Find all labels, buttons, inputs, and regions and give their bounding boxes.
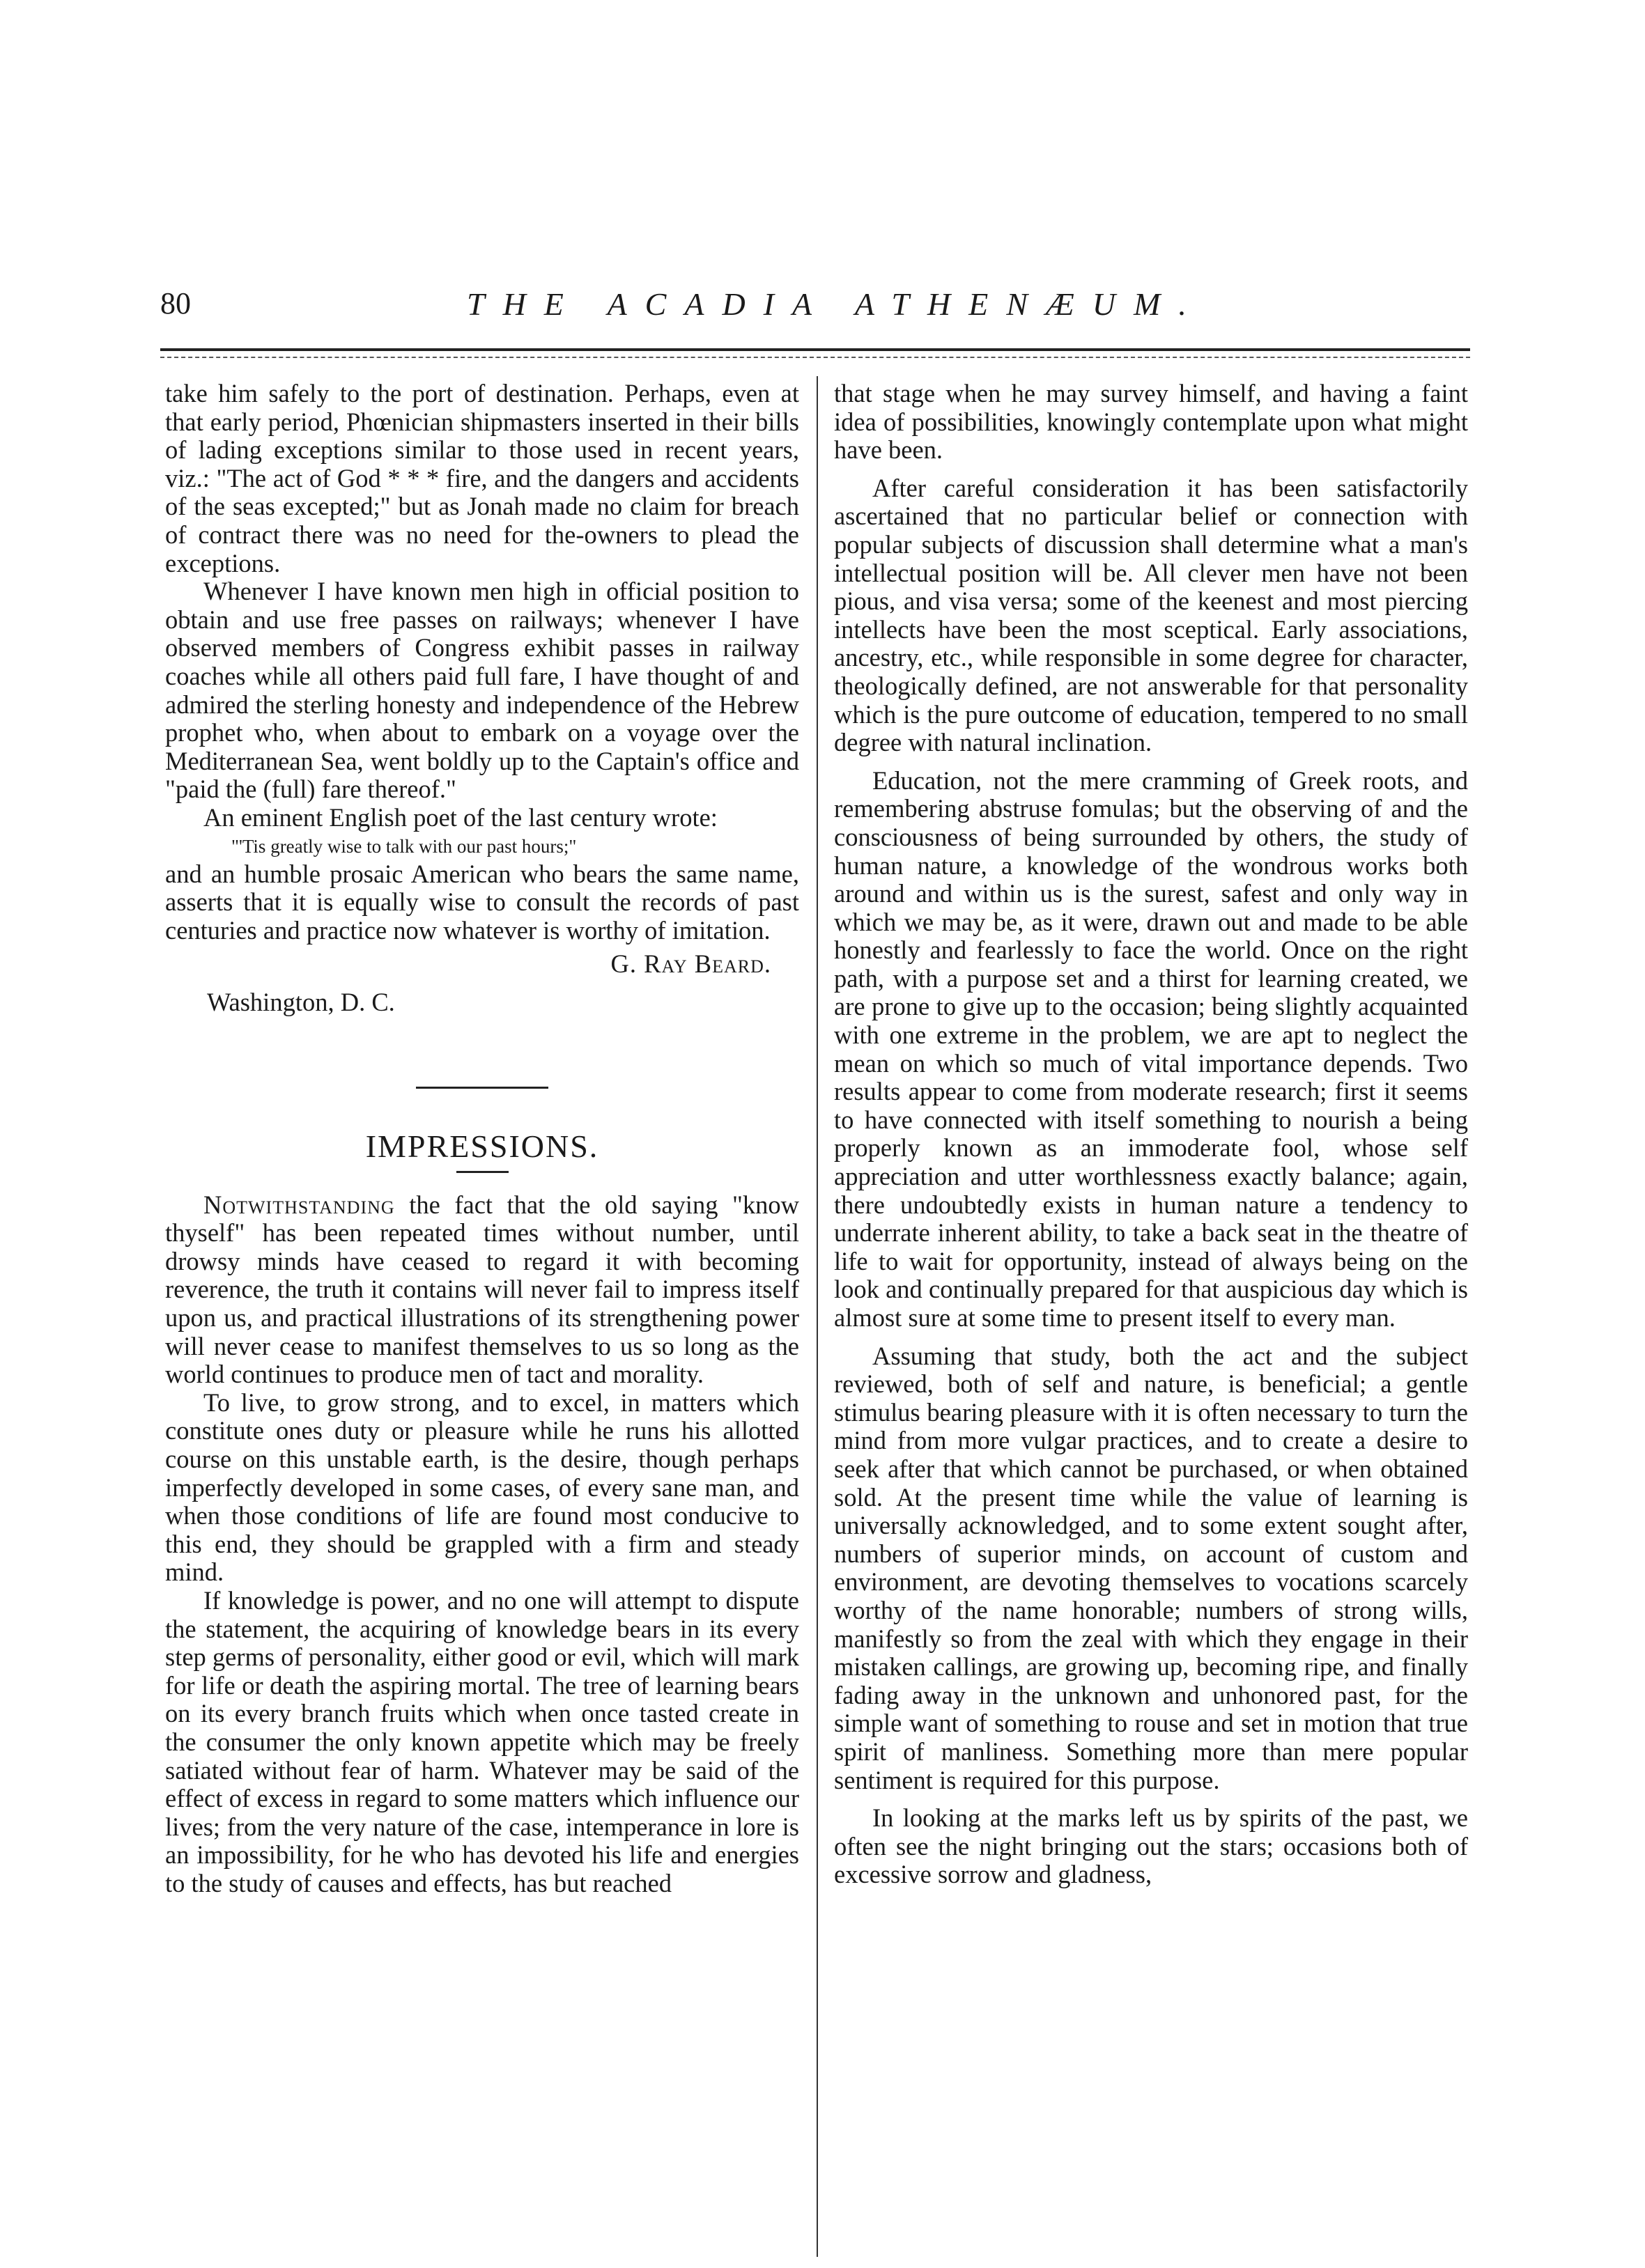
quoted-verse: "'Tis greatly wise to talk with our past hours;" xyxy=(231,835,577,857)
running-title: THE ACADIA ATHENÆUM. xyxy=(467,286,1205,322)
header-rule xyxy=(160,348,1470,351)
section-divider xyxy=(165,1071,799,1099)
lead-word: Notwithstanding xyxy=(203,1190,395,1219)
page-number: 80 xyxy=(160,286,191,320)
header-rule-dashed xyxy=(160,357,1470,358)
paragraph xyxy=(165,1191,799,1389)
paragraph-text: the fact that the old saying "know thyself" has been repeated times without number, until drowsy minds have ceased to regard it with becoming reverence, the truth it contains will never fail to impress itself upon us, and practical illustrations of its strengthening power will never cease to manifest themselves to us so long as the world continues to produce men of tact and morality. xyxy=(165,1190,799,1389)
paragraph: In looking at the marks left us by spirits of the past, we often see the night bringing out the stars; occasions both of excessive sorrow and gladness, xyxy=(834,1803,1468,1889)
paragraph: and an humble prosaic American who bears the same name, asserts that it is equally wise to consult the records of past centuries and practice now whatever is worthy of imitation. xyxy=(165,859,799,945)
paragraph: Whenever I have known men high in official position to obtain and use free passes on railways; whenever I have observed members of Congress exhibit passes in railway coaches while all others paid full fare, I have thought of and admired the sterling honesty and independence of the Hebrew prophet who, when about to embark on a voyage over the Mediterranean Sea, went boldly up to the Captain's office and "paid the (full) fare thereof." xyxy=(165,577,799,804)
paragraph: take him safely to the port of destination. Perhaps, even at that early period, Phœnician shipmasters inserted in their bills of lading exceptions similar to those used in recent years, viz.: "The act of God * * * fire, and the dangers and accidents of the seas excepted;" but as Jonah made no claim for breach of contract there was no need for the-owners to plead the exceptions. xyxy=(165,379,799,577)
right-column xyxy=(834,380,1468,1889)
paragraph: Education, not the mere cramming of Greek roots, and remembering abstruse fomulas; but the observing of and the consciousness of being surrounded by others, the study of human nature, a knowledge of the wondrous works both around and within us is the surest, safest and only way in which we may be, as it were, drawn out and made to be able honestly and fearlessly to face the world. Once on the right path, with a purpose set and a thirst for learning created, we are prone to give up to the occasion; being slightly acquainted with one extreme in the problem, we are apt to neglect the mean on which so much of vital importance depends. Two results appear to come from moderate research; first it seems to have connected with itself something to nourish a being properly known as an immoderate fool, whose self appreciation and utter worthlessness exactly balance; again, there undoubtedly exists in human nature a tendency to underrate inherent ability, to take a back seat in the theatre of life to wait for opportunity, instead of always being on the look and continually prepared for that auspicious day which is almost sure at some time to present itself to every man. xyxy=(834,766,1468,1332)
paragraph: An eminent English poet of the last century wrote: xyxy=(203,802,718,832)
paragraph: To live, to grow strong, and to excel, in matters which constitute ones duty or pleasure while he runs his allotted course on this unstable earth, is the desire, though perhaps imperfectly developed in some cases, of every sane man, and when those conditions of life are found most conducive to this end, they should be grappled with a firm and steady mind. xyxy=(165,1388,799,1587)
paragraph: that stage when he may survey himself, and having a faint idea of possibilities, knowingly contemplate upon what might have been. xyxy=(834,379,1468,465)
left-column xyxy=(165,380,799,1898)
column-divider xyxy=(817,376,818,2257)
title-rule xyxy=(456,1171,509,1173)
page-header xyxy=(160,286,1470,327)
paragraph: If knowledge is power, and no one will attempt to dispute the statement, the acquiring of knowledge bears in its every step germs of personality, either good or evil, which will mark for life or death the aspiring mortal. The tree of learning bears on its every branch fruits which when once tasted create in the consumer the only known appetite which may be freely satiated without fear of harm. Whatever may be said of the effect of excess in regard to some matters which influence our lives; from the very nature of the case, intemperance in lore is an impossibility, for he who has devoted his life and energies to the study of causes and effects, has but reached xyxy=(165,1585,799,1897)
article-title: IMPRESSIONS. xyxy=(365,1128,599,1165)
author-signature: G. Ray Beard. xyxy=(610,949,771,979)
author-location: Washington, D. C. xyxy=(207,987,395,1016)
paragraph: Assuming that study, both the act and the subject reviewed, both of self and nature, is beneficial; a gentle stimulus bearing pleasure with it is often necessary to turn the mind from more vulgar practices, and to create a desire to seek after that which cannot be purchased, or when obtained sold. At the present time while the value of learning is universally acknowledged, and to some extent sought after, numbers of superior minds, on account of custom and environment, are devoting themselves to vocations scarcely worthy of the name honorable; numbers of strong wills, manifestly so from the zeal with which they engage in their mistaken callings, are growing up, becoming ripe, and finally fading away in the unknown and unhonored past, for the simple want of something to rouse and set in motion that true spirit of manliness. Something more than mere popular sentiment is required for this purpose. xyxy=(834,1341,1468,1794)
paragraph: After careful consideration it has been satisfactorily ascertained that no particular belief or connection with popular subjects of discussion shall determine what a man's intellectual position will be. All clever men have not been pious, and visa versa; some of the keenest and most piercing intellects have been the most sceptical. Early associations, ancestry, etc., while responsible in some degree for character, theologically defined, are not answerable for that personality which is the pure outcome of education, tempered to no small degree with natural inclination. xyxy=(834,473,1468,757)
